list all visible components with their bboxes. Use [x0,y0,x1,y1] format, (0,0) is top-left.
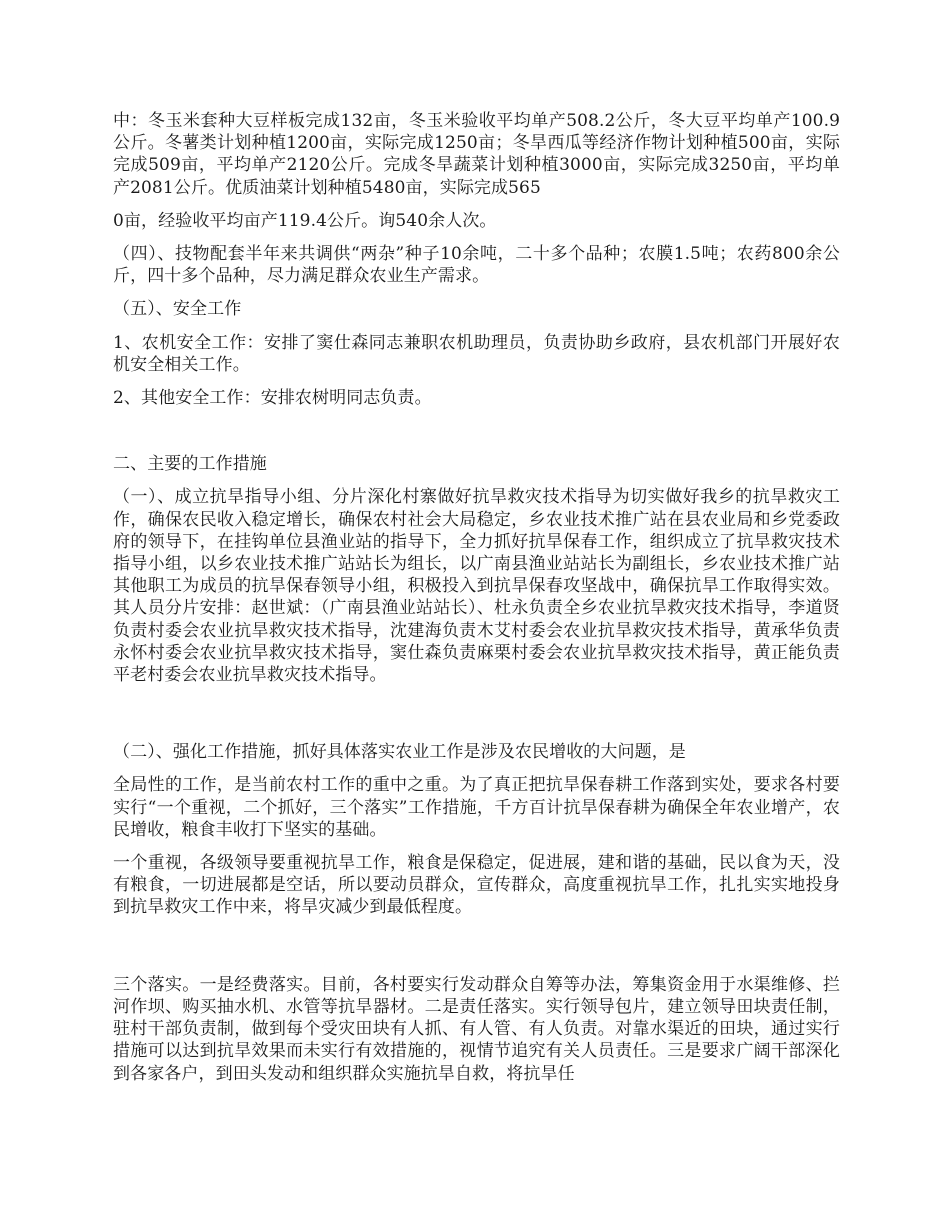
paragraph-crop-results: 中：冬玉米套种大豆样板完成132亩，冬玉米验收平均单产508.2公斤，冬大豆平均单产100.9公斤。冬薯类计划种植1200亩，实际完成1250亩；冬旱西瓜等经济作物计划种植500亩，实际完成509亩，平均单产2120公斤。完成冬旱蔬菜计划种植3000亩，实际完成3250亩，平均单产2081公斤。优质油菜计划种植5480亩，实际完成565 [113,111,840,198]
section-heading-main-measures: 二、主要的工作措施 [113,454,267,475]
section-heading-safety: （五）、安全工作 [113,299,242,320]
paragraph-crop-results-continued: 0亩，经验收平均亩产119.4公斤。询540余人次。 [113,210,497,231]
paragraph-other-safety: 2、其他安全工作：安排农树明同志负责。 [113,388,432,409]
paragraph-strengthen-measures: （二）、强化工作措施，抓好具体落实农业工作是涉及农民增收的大问题，是 [113,742,686,763]
paragraph-material-supply: （四）、技物配套半年来共调供“两杂”种子10余吨，二十多个品种；农膜1.5吨；农药800余公斤，四十多个品种，尽力满足群众农业生产需求。 [113,244,840,287]
document-body [113,110,840,1096]
paragraph-one-emphasis: 一个重视，各级领导要重视抗旱工作，粮食是保稳定，促进展，建和谐的基础，民以食为天，没有粮食，一切进展都是空话，所以要动员群众，宣传群众，高度重视抗旱工作，扎扎实实地投身到抗旱救灾工作中来，将旱灾减少到最低程度。 [113,853,840,918]
paragraph-drought-guidance-team: （一）、成立抗旱指导小组、分片深化村寨做好抗旱救灾技术指导为切实做好我乡的抗旱救灾工作，确保农民收入稳定增长，确保农村社会大局稳定，乡农业技术推广站在县农业局和乡党委政府的领导下，在挂钩单位县渔业站的指导下，全力抓好抗旱保春工作，组织成立了抗旱救灾技术指导小组，以乡农业技术推广站站长为组长，以广南县渔业站站长为副组长，乡农业技术推广站其他职工为成员的抗旱保春领导小组，积极投入到抗旱保春攻坚战中，确保抗旱工作取得实效。其人员分片安排：赵世斌：（广南县渔业站站长）、杜永负责全乡农业抗旱救灾技术指导，李道贤负责村委会农业抗旱救灾技术指导，沈建海负责木艾村委会农业抗旱救灾技术指导，黄承华负责永怀村委会农业抗旱救灾技术指导，窦仕森负责麻栗村委会农业抗旱救灾技术指导，黄正能负责平老村委会农业抗旱救灾技术指导。 [113,487,840,686]
paragraph-overall-work: 全局性的工作，是当前农村工作的重中之重。为了真正把抗旱保春耕工作落到实处，要求各村要实行“一个重视，二个抓好，三个落实”工作措施，千方百计抗旱保春耕为确保全年农业增产，农民增收，粮食丰收打下坚实的基础。 [113,775,840,840]
paragraph-machinery-safety: 1、农机安全工作：安排了窦仕森同志兼职农机助理员，负责协助乡政府，县农机部门开展好农机安全相关工作。 [113,332,840,375]
paragraph-three-implementations: 三个落实。一是经费落实。目前，各村要实行发动群众自筹等办法，筹集资金用于水渠维修、拦河作坝、购买抽水机、水管等抗旱器材。二是责任落实。实行领导包片，建立领导田块责任制，驻村干部负责制，做到每个受灾田块有人抓、有人管、有人负责。对靠水渠近的田块，通过实行措施可以达到抗旱效果而未实行有效措施的，视情节追究有关人员责任。三是要求广阔干部深化到各家各户，到田头发动和组织群众实施抗旱自救，将抗旱任 [113,974,840,1084]
